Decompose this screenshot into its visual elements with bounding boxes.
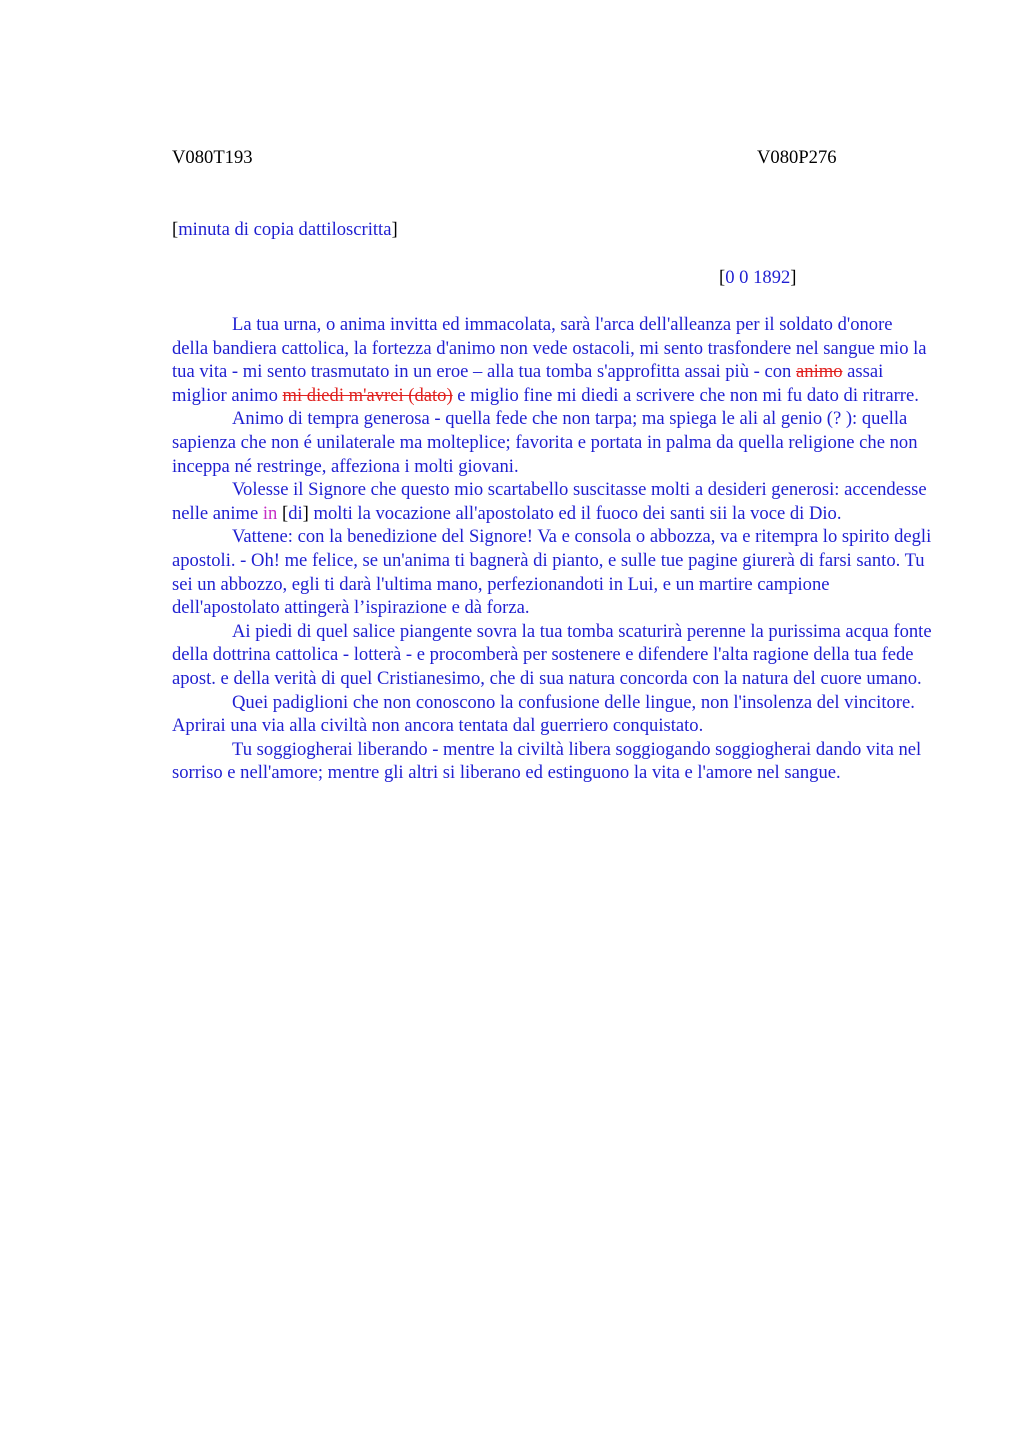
paragraph-3 <box>172 478 932 525</box>
source-note-close-bracket: ] <box>391 219 398 240</box>
inserted-word-in: in <box>262 502 278 524</box>
paragraph-1-part-a: La tua urna, o anima invitta ed immacolata, sarà l'arca dell'alleanza per il soldato d'onore della bandiera cattolica, la fortezza d'animo non vede ostacoli, mi sento trasfondere nel sangue mio la tua vita - mi sento trasmutato in un eroe – alla tua tomba s'approfitta assai più - con <box>172 314 927 383</box>
paragraph-6: Quei padiglioni che non conoscono la confusione delle lingue, non l'insolenza del vincitore. Aprirai una via alla civiltà non ancora tentata dal guerriero conquistato. <box>172 691 915 737</box>
paragraph-1-part-b: assai miglior animo <box>172 361 884 406</box>
document-code-left: V080T193 <box>172 147 253 168</box>
deleted-word-animo: animo <box>796 361 843 383</box>
source-note-text: minuta di copia dattiloscritta <box>178 219 392 240</box>
date-close-bracket: ] <box>790 267 797 288</box>
editorial-open-bracket: [ <box>282 502 289 524</box>
date-text: 0 0 1892 <box>725 267 791 288</box>
editorial-close-bracket: ] <box>302 502 309 524</box>
document-date <box>719 266 796 290</box>
paragraph-4: Vattene: con la benedizione del Signore! Va e consola o abbozza, va e ritempra lo spirito degli apostoli. - Oh! me felice, se un'anima ti bagnerà di pianto, e sulle tue pagine giurerà di farsi santo. Tu sei un abbozzo, egli ti darà l'ultima mano, perfezionandoti in Lui, e un martire campione dell'apostolato attingerà l’ispirazione e dà forza. <box>172 526 932 619</box>
source-note-open-bracket: [ <box>172 219 179 240</box>
date-open-bracket: [ <box>719 267 726 288</box>
paragraph-2: Animo di tempra generosa - quella fede che non tarpa; ma spiega le ali al genio (? ): quella sapienza che non é unilaterale ma molteplice; favorita e portata in palma da quella religione che non inceppa né restringe, affeziona i molti giovani. <box>172 408 918 477</box>
letter-body <box>172 313 932 785</box>
paragraph-1-part-c: e miglio fine mi diedi a scrivere che non mi fu dato di ritrarre. <box>452 384 919 406</box>
source-note <box>172 218 398 242</box>
paragraph-3-part-a: Volesse il Signore che questo mio scartabello suscitasse molti a desideri generosi: accendesse nelle anime <box>172 479 927 524</box>
paragraph-7: Tu soggiogherai liberando - mentre la civiltà libera soggiogando soggiogherai dando vita nel sorriso e nell'amore; mentre gli altri si liberano ed estinguono la vita e l'amore nel sangue. <box>172 738 922 784</box>
document-code-right: V080P276 <box>757 147 837 168</box>
paragraph-5: Ai piedi di quel salice piangente sovra la tua tomba scaturirà perenne la purissima acqua fonte della dottrina cattolica - lotterà - e procomberà per sostenere e difendere l'alta ragione della tua fede apost. e della verità di quel Cristianesimo, che di sua natura concorda con la natura del cuore umano. <box>172 620 932 689</box>
paragraph-1 <box>172 313 932 407</box>
deleted-phrase: mi diedi m'avrei (dato) <box>282 384 453 406</box>
editorial-word-di: di <box>288 502 303 524</box>
paragraph-3-part-b: molti la vocazione all'apostolato ed il fuoco dei santi sii la voce di Dio. <box>308 502 842 524</box>
